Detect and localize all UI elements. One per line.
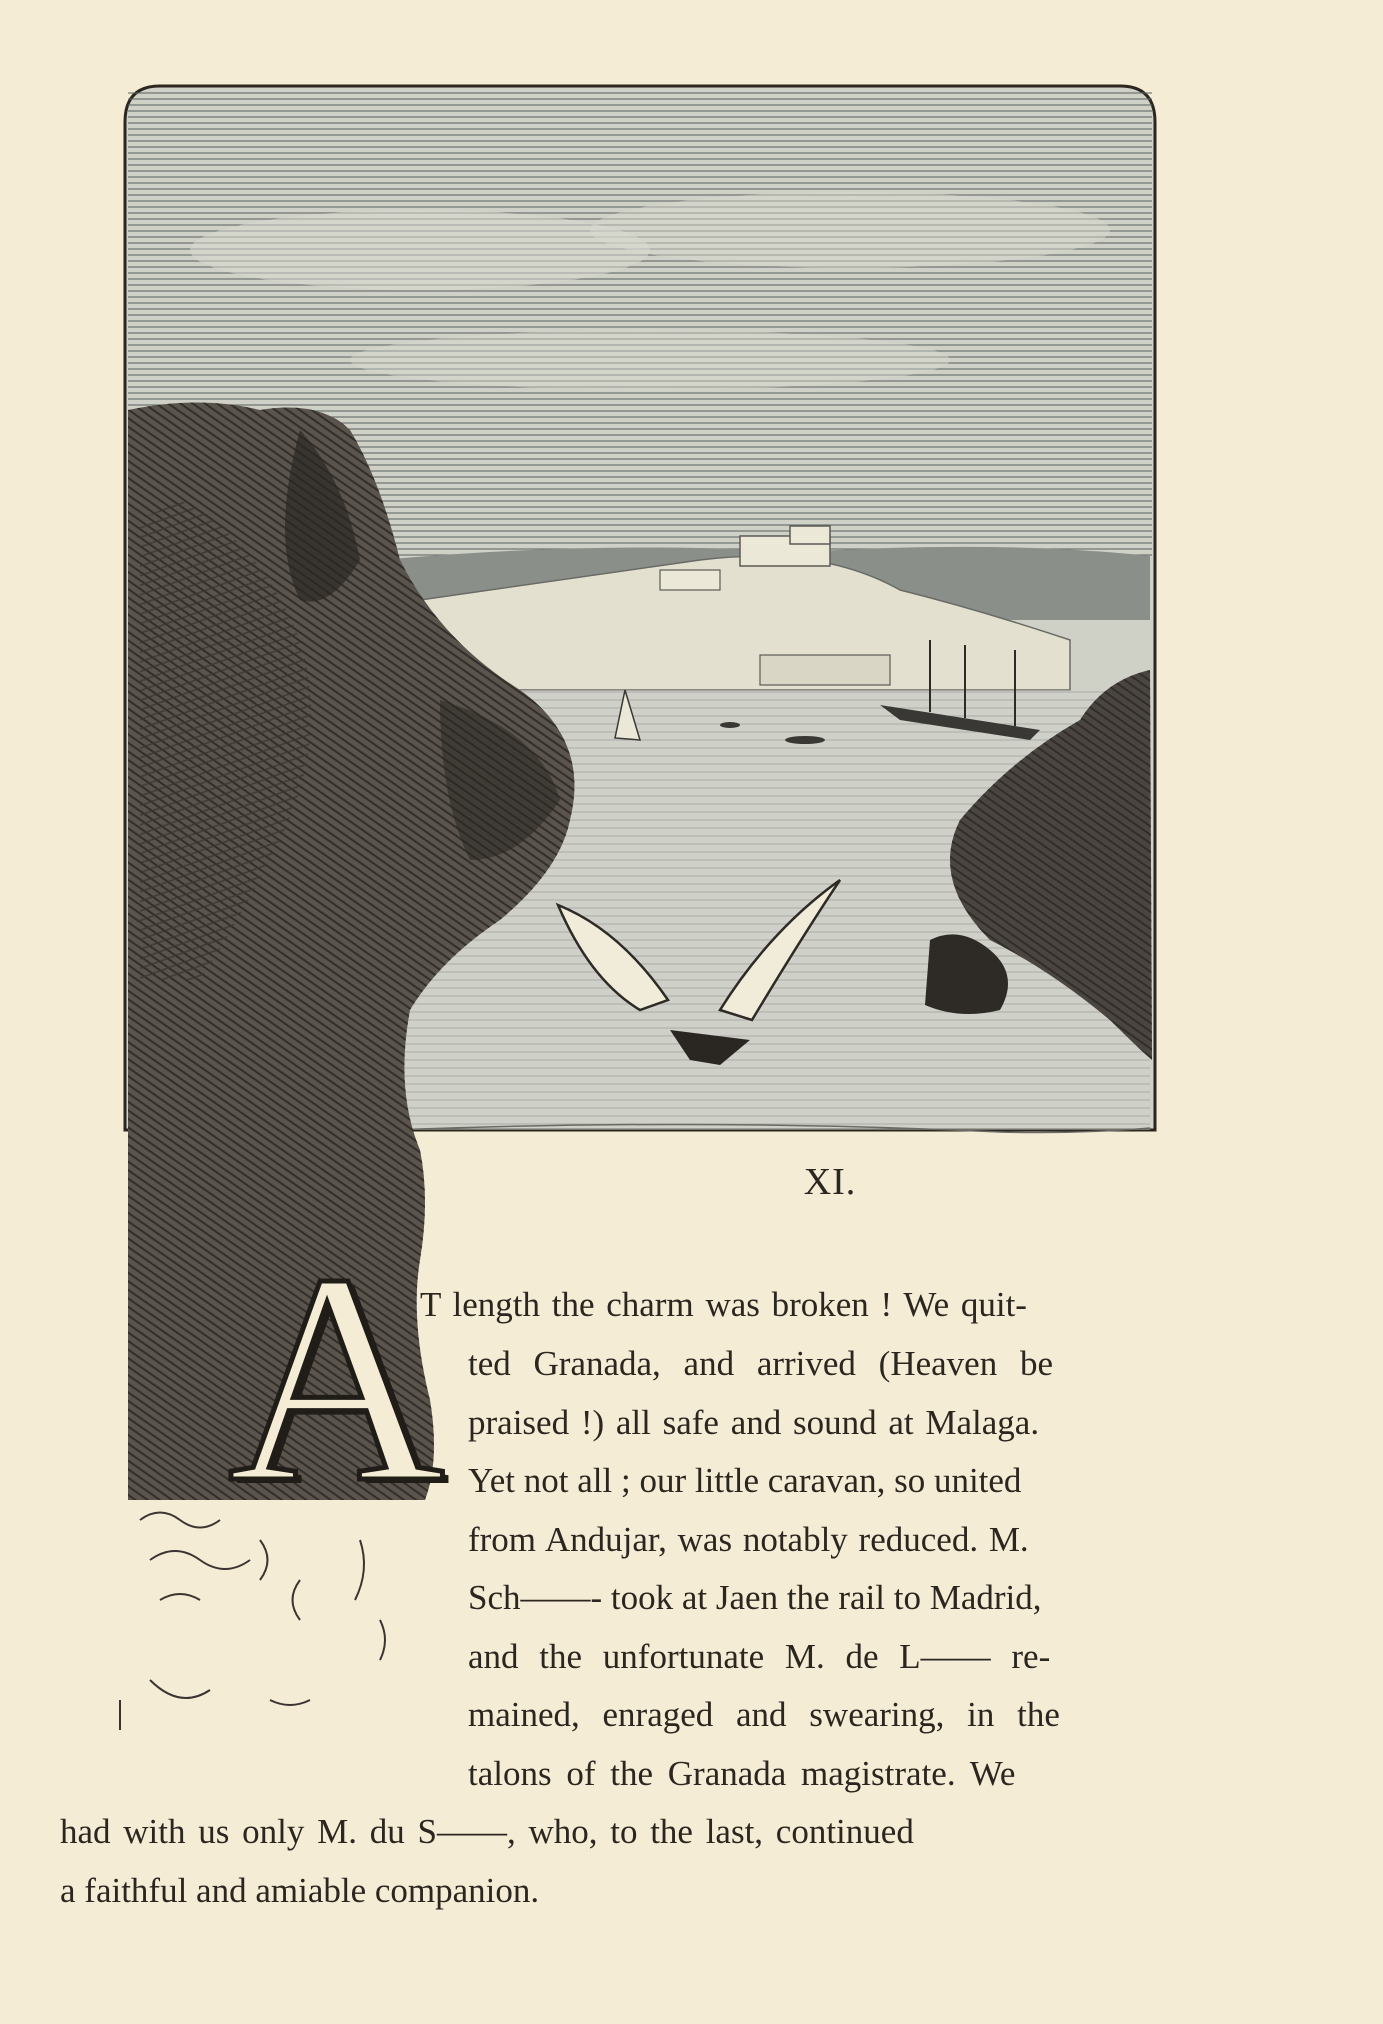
text-line: ted Granada, and arrived (Heaven be (468, 1344, 1054, 1383)
cloud (590, 192, 1110, 268)
text-line: and the unfortunate M. de L—— re- (468, 1637, 1051, 1676)
harbour-buildings (760, 655, 890, 685)
rowboat (785, 736, 825, 744)
cloud (190, 210, 650, 290)
text-line: Sch——- took at Jaen the rail to Madrid, (468, 1578, 1042, 1617)
cloud (350, 330, 950, 390)
chapter-number: XI. (803, 1161, 857, 1203)
text-line: from Andujar, was notably reduced. M. (468, 1520, 1029, 1559)
building (660, 570, 720, 590)
text-line: Yet not all ; our little caravan, so united (468, 1461, 1022, 1500)
drop-cap-letter: A (228, 1212, 445, 1544)
text-line: had with us only M. du S——, who, to the last, continued (60, 1812, 914, 1851)
text-line: T length the charm was broken ! We quit- (420, 1285, 1027, 1324)
rowboat (720, 722, 740, 728)
fortress-tower (790, 526, 830, 544)
text-line: talons of the Granada magistrate. We (468, 1754, 1016, 1793)
text-line: mained, enraged and swearing, in the (468, 1695, 1060, 1734)
text-line: praised !) all safe and sound at Malaga. (468, 1403, 1040, 1442)
sketch-marks (120, 1513, 385, 1731)
text-line: a faithful and amiable companion. (60, 1871, 540, 1910)
drop-cap-initial (228, 1212, 445, 1544)
